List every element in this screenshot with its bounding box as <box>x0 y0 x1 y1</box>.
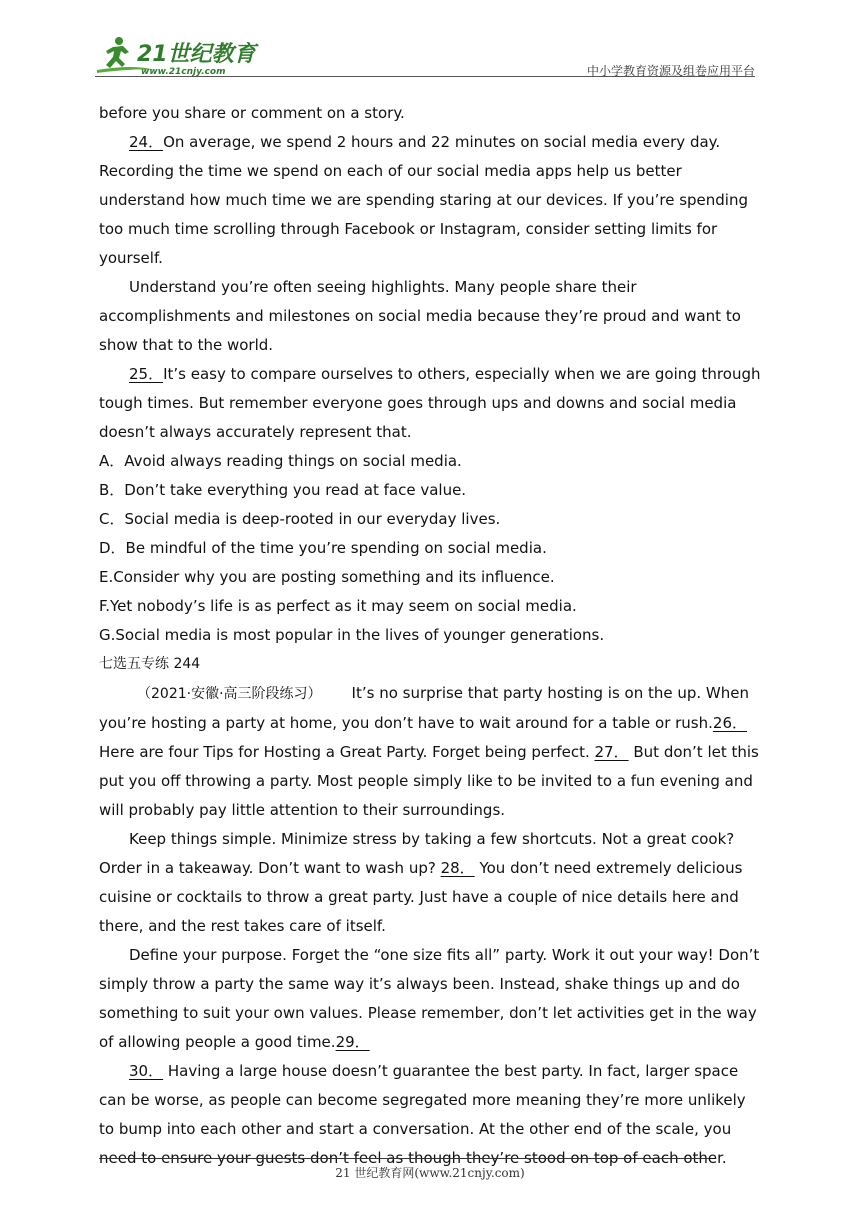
passage-paragraph-2 <box>99 825 764 941</box>
paragraph-text: Here are four Tips for Hosting a Great Party. Forget being perfect. <box>99 743 595 761</box>
blank-26: 26． <box>712 714 747 732</box>
footer-divider <box>99 1158 709 1159</box>
paragraph-text: It’s no surprise that party hosting is on the up. When you’re hosting a party at home, you don’t have to wait around for a table or rush. <box>99 684 750 732</box>
paragraph: before you share or comment on a story. <box>99 104 405 122</box>
blank-28: 28． <box>440 859 475 877</box>
header-divider <box>95 76 755 77</box>
paragraph-24 <box>99 128 764 273</box>
option-e: E.Consider why you are posting something and its influence. <box>99 568 555 586</box>
logo-main-text: 21世纪教育 <box>137 42 256 67</box>
platform-title: 中小学教育资源及组卷应用平台 <box>586 64 755 78</box>
question-source: （2021·安徽·高三阶段练习） <box>137 686 322 702</box>
passage-paragraph-3 <box>99 941 764 1057</box>
option-f: F.Yet nobody’s life is as perfect as it may seem on social media. <box>99 597 577 615</box>
blank-24: 24． <box>129 133 164 151</box>
option-d: D．Be mindful of the time you’re spending on social media. <box>99 539 547 557</box>
logo-url-text: www.21cnjy.com <box>141 67 226 77</box>
option-b: B．Don’t take everything you read at face value. <box>99 481 467 499</box>
paragraph-25 <box>99 360 764 447</box>
page-footer: 21 世纪教育网(www.21cnjy.com) <box>335 1166 525 1180</box>
option-g: G.Social media is most popular in the lives of younger generations. <box>99 626 605 644</box>
passage-paragraph-1 <box>99 679 764 825</box>
paragraph-text: But don’t let this put you off throwing a party. Most people simply like to be invited to a fun evening and will probably pay little attention to their surroundings. <box>99 743 759 819</box>
blank-29: 29． <box>335 1033 370 1051</box>
paragraph-text: Define your purpose. Forget the “one size fits all” party. Work it out your way! Don’t simply throw a party the same way it’s always been. Instead, shake things up and do something to suit your own values. Please remember, don’t let activities get in the way of allowing people a good time. <box>99 946 760 1051</box>
document-body <box>99 99 764 1173</box>
option-a: A．Avoid always reading things on social media. <box>99 452 462 470</box>
passage-paragraph-4 <box>99 1057 764 1173</box>
paragraph-text: You don’t need extremely delicious cuisine or cocktails to throw a great party. Just have a couple of nice details here and there, and the rest takes care of itself. <box>99 859 743 935</box>
blank-30: 30． <box>129 1062 164 1080</box>
section-heading: 七选五专练 244 <box>99 656 201 672</box>
paragraph-text: Having a large house doesn’t guarantee the best party. In fact, larger space can be worse, as people can become segregated more meaning they’re more unlikely to bump into each other and start a conversation. At the other end of the scale, you need to ensure your guests don’t feel as though they’re stood on top of each other. <box>99 1062 746 1167</box>
paragraph: Understand you’re often seeing highlights. Many people share their accomplishments and milestones on social media because they’re proud and want to show that to the world. <box>99 278 741 354</box>
paragraph-text: Keep things simple. Minimize stress by taking a few shortcuts. Not a great cook? Order in a takeaway. Don’t want to wash up? <box>99 830 735 877</box>
site-logo <box>95 34 265 78</box>
paragraph-text: On average, we spend 2 hours and 22 minutes on social media every day. Recording the time we spend on each of our social media apps help us better understand how much time we are spending staring at our devices. If you’re spending too much time scrolling through Facebook or Instagram, consider setting limits for yourself. <box>99 133 749 267</box>
paragraph-text: It’s easy to compare ourselves to others, especially when we are going through tough times. But remember everyone goes through ups and downs and social media doesn’t always accurately represent that. <box>99 365 761 441</box>
blank-25: 25． <box>129 365 164 383</box>
blank-27: 27． <box>594 743 629 761</box>
option-c: C．Social media is deep-rooted in our everyday lives. <box>99 510 501 528</box>
page-header <box>95 34 755 78</box>
